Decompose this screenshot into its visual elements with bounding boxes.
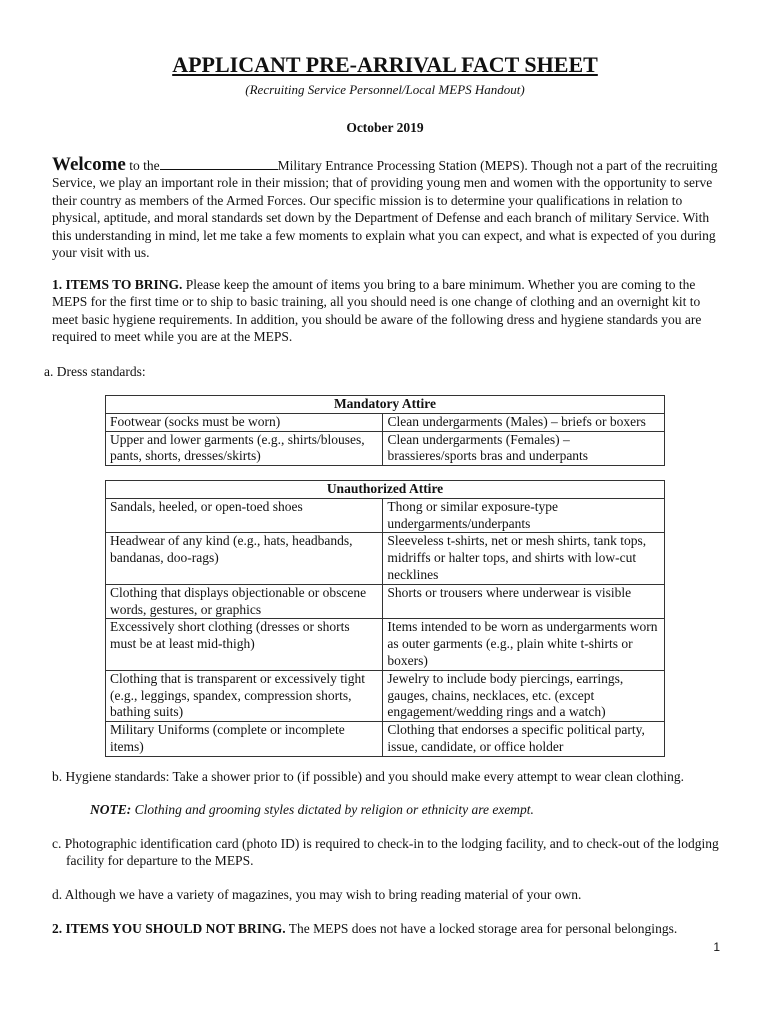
table-row <box>106 431 665 466</box>
table-row <box>106 413 665 431</box>
page-number: 1 <box>713 940 720 954</box>
hygiene-standards: b. Hygiene standards: Take a shower prior to (if possible) and you should make every attempt to wear clean clothing. <box>52 769 685 784</box>
welcome-word: Welcome <box>52 154 126 175</box>
table-cell: Headwear of any kind (e.g., hats, headbands, bandanas, doo-rags) <box>106 533 383 584</box>
document-date: October 2019 <box>346 120 424 135</box>
section-1-paragraph <box>52 276 722 346</box>
table-cell: Sandals, heeled, or open-toed shoes <box>106 498 383 533</box>
document-title: APPLICANT PRE-ARRIVAL FACT SHEET <box>172 52 598 77</box>
mandatory-attire-table <box>105 395 665 466</box>
welcome-paragraph <box>52 156 722 261</box>
section-2-heading: 2. ITEMS YOU SHOULD NOT BRING. <box>52 921 286 936</box>
table-cell: Thong or similar exposure-type undergarments/underpants <box>383 498 665 533</box>
table-cell: Sleeveless t-shirts, net or mesh shirts, tank tops, midriffs or halter tops, and shirts with low-cut necklines <box>383 533 665 584</box>
section-2-paragraph <box>52 920 712 937</box>
dress-standards-label: a. Dress standards: <box>44 364 146 379</box>
table-cell: Military Uniforms (complete or incomplete items) <box>106 722 383 757</box>
table-cell: Jewelry to include body piercings, earrings, gauges, chains, necklaces, etc. (except engagement/wedding rings and a watch) <box>383 670 665 721</box>
document-subtitle: (Recruiting Service Personnel/Local MEPS Handout) <box>245 82 525 97</box>
mandatory-attire-title: Mandatory Attire <box>106 396 665 414</box>
welcome-to-the: to the <box>125 158 160 173</box>
table-row <box>106 533 665 584</box>
section-1-heading: 1. ITEMS TO BRING. <box>52 277 183 292</box>
welcome-text: Military Entrance Processing Station (MEPS). Though not a part of the recruiting Service, we play an important role in their mission; that of providing young men and women with the opportunity to serve their country as members of the Armed Forces. Our specific mission is to determine your qualifications in relation to physical, aptitude, and moral standards set down by the Department of Defense and each branch of military Service. With this understanding in mind, let me take a few moments to explain what you can expect, and what is expected of you during your visit with us. <box>52 158 718 261</box>
note-paragraph <box>90 801 730 818</box>
table-cell: Clothing that displays objectionable or obscene words, gestures, or graphics <box>106 584 383 619</box>
table-row <box>106 584 665 619</box>
section-2-text: The MEPS does not have a locked storage area for personal belongings. <box>285 921 678 936</box>
table-row <box>106 498 665 533</box>
table-cell: Footwear (socks must be worn) <box>106 413 383 431</box>
table-cell: Shorts or trousers where underwear is visible <box>383 584 665 619</box>
table-row <box>106 670 665 721</box>
blank-line <box>160 157 278 170</box>
table-cell: Clothing that is transparent or excessively tight (e.g., leggings, spandex, compression shorts, bathing suits) <box>106 670 383 721</box>
table-row <box>106 722 665 757</box>
magazines-paragraph: d. Although we have a variety of magazines, you may wish to bring reading material of your own. <box>52 887 582 902</box>
note-label: NOTE: <box>90 802 132 817</box>
photo-id-paragraph: c. Photographic identification card (photo ID) is required to check-in to the lodging facility, and to check-out of the lodging facility for departure to the MEPS. <box>52 836 719 869</box>
table-cell: Items intended to be worn as undergarments worn as outer garments (e.g., plain white t-shirts or boxers) <box>383 619 665 670</box>
table-cell: Clothing that endorses a specific political party, issue, candidate, or office holder <box>383 722 665 757</box>
table-cell: Upper and lower garments (e.g., shirts/blouses, pants, shorts, dresses/skirts) <box>106 431 383 466</box>
table-cell: Excessively short clothing (dresses or shorts must be at least mid-thigh) <box>106 619 383 670</box>
table-row <box>106 619 665 670</box>
table-cell: Clean undergarments (Males) – briefs or boxers <box>383 413 665 431</box>
table-cell: Clean undergarments (Females) – brassieres/sports bras and underpants <box>383 431 665 466</box>
unauthorized-attire-table <box>105 480 665 757</box>
note-text: Clothing and grooming styles dictated by religion or ethnicity are exempt. <box>131 802 534 817</box>
unauthorized-attire-title: Unauthorized Attire <box>106 481 665 499</box>
section-1-text: Please keep the amount of items you bring to a bare minimum. Whether you are coming to the MEPS for the first time or to ship to basic training, all you should need is one change of clothing and an overnight kit to meet basic hygiene requirements. In addition, you should be aware of the following dress and hygiene standards you are required to meet while you are at the MEPS. <box>52 277 702 345</box>
